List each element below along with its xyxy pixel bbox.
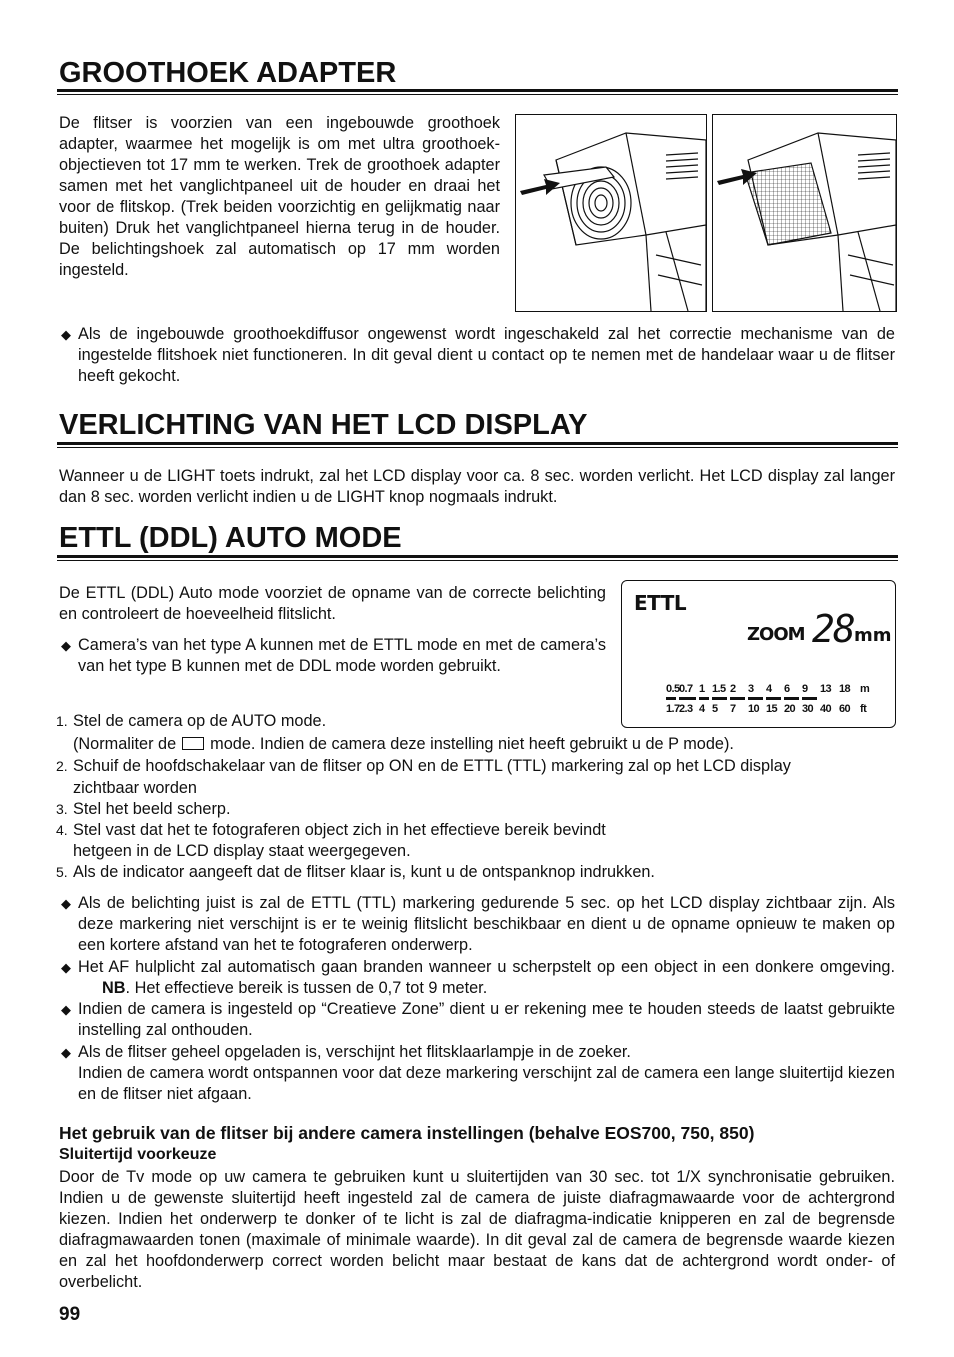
lcd-feet-tick: 1.7 — [666, 703, 680, 715]
step-text: Schuif de hoofdschakelaar van de flitser op ON en de ETTL (TTL) markering zal op het LCD display — [73, 757, 791, 775]
title-rule — [57, 89, 898, 95]
step-number: 2. — [56, 758, 68, 774]
page-number: 99 — [59, 1304, 81, 1325]
note-text: Indien de camera is ingesteld op “Creatieve Zone” dient u er rekening mee te houden steeds de laatst gebruikte instelling zal onthouden. — [78, 1000, 895, 1039]
step-number: 4. — [56, 822, 68, 838]
diamond-bullet-icon: ◆ — [61, 1045, 71, 1060]
step-text: Stel vast dat het te fotograferen object zich in het effectieve bereik bevindt — [73, 821, 606, 839]
lcd-feet-tick: 20 — [784, 703, 796, 715]
flash-head-diffuser-image — [713, 115, 896, 311]
step-2-cont — [56, 778, 913, 800]
lcd-range-segment — [802, 697, 817, 700]
step-1-note — [56, 734, 913, 756]
lcd-range-segment — [784, 697, 799, 700]
lcd-display-figure — [621, 580, 896, 728]
subsection-title-shutter-priority: Sluitertijd voorkeuze — [59, 1146, 217, 1163]
lcd-meter-tick: 2 — [730, 683, 736, 695]
section-title-wide-adapter: GROOTHOEK ADAPTER — [59, 57, 397, 89]
lcd-meter-tick: 13 — [820, 683, 832, 695]
section-title-other-settings: Het gebruik van de flitser bij andere camera instellingen (behalve EOS700, 750, 850) — [59, 1123, 755, 1143]
step-text: Stel het beeld scherp. — [73, 800, 231, 818]
ettl-intro: De ETTL (DDL) Auto mode voorziet de opname van de correcte belichting en controleert de hoeveelheid flitslicht. — [59, 584, 606, 623]
lcd-meter-tick: 18 — [839, 683, 851, 695]
lcd-meter-tick: 1 — [699, 683, 705, 695]
note-text: . Het effectieve bereik is tussen de 0,7 tot 9 meter. — [125, 979, 488, 997]
lcd-zoom-value: 28 — [812, 607, 854, 651]
lcd-meter-unit: m — [860, 683, 870, 695]
lcd-meter-tick: 6 — [784, 683, 790, 695]
step-text: (Normaliter de — [73, 735, 177, 753]
step-text: Stel de camera op de AUTO mode. — [73, 712, 327, 730]
title-rule — [57, 442, 898, 448]
diamond-bullet-icon: ◆ — [61, 960, 71, 975]
flash-head-pull-out-image — [516, 115, 706, 311]
lcd-range-segment — [679, 697, 696, 700]
lcd-meter-tick: 0.7 — [679, 683, 693, 695]
section-title-lcd-light: VERLICHTING VAN HET LCD DISPLAY — [59, 409, 588, 441]
step-text: Als de indicator aangeeft dat de flitser klaar is, kunt u de ontspanknop indrukken. — [73, 863, 655, 881]
lcd-feet-tick: 40 — [820, 703, 832, 715]
section-title-ettl: ETTL (DDL) AUTO MODE — [59, 522, 402, 554]
diamond-bullet-icon: ◆ — [61, 1002, 71, 1017]
step-2 — [56, 756, 896, 778]
lcd-feet-tick: 10 — [748, 703, 760, 715]
lcd-meter-tick: 4 — [766, 683, 772, 695]
lcd-meter-tick: 9 — [802, 683, 808, 695]
ettl-note-exposure — [59, 893, 895, 956]
lcd-feet-unit: ft — [860, 703, 867, 715]
lcd-zoom-label: ZOOM — [747, 624, 805, 645]
title-rule — [57, 555, 898, 561]
step-text: hetgeen in de LCD display staat weergegeven. — [73, 842, 411, 860]
step-number: 3. — [56, 801, 68, 817]
step-4-cont — [56, 841, 913, 863]
lcd-mode-indicator: ETTL — [634, 591, 687, 615]
lcd-range-segment — [766, 697, 781, 700]
lcd-range-segment — [730, 697, 745, 700]
step-4 — [56, 820, 896, 842]
step-text: zichtbaar worden — [73, 779, 197, 797]
lcd-meter-tick: 3 — [748, 683, 754, 695]
lcd-range-segment — [699, 697, 709, 700]
step-3 — [56, 799, 896, 821]
full-auto-mode-icon — [182, 737, 204, 750]
lcd-feet-tick: 30 — [802, 703, 814, 715]
note-text: Als de belichting juist is zal de ETTL (TTL) markering gedurende 5 sec. op het LCD display zichtbaar zijn. Als deze markering niet verschijnt is er te weinig flitslicht beschikbaar en dient u de opname opnieuw te maken op een kortere afstand van het te fotograferen onderwerp. — [78, 894, 895, 954]
note-text: Het AF hulplicht zal automatisch gaan branden wanneer u scherpstelt op een object in een donkere omgeving. — [78, 958, 895, 976]
lcd-light-body: Wanneer u de LIGHT toets indrukt, zal het LCD display voor ca. 8 sec. worden verlicht. Het LCD display zal langer dan 8 sec. worden verlicht indien u de LIGHT knop nogmaals indrukt. — [59, 467, 895, 506]
lcd-range-segment — [712, 697, 727, 700]
step-text: mode. Indien de camera deze instelling niet heeft gebruikt u de P mode). — [210, 735, 734, 753]
lcd-meter-tick: 1.5 — [712, 683, 726, 695]
ettl-note-ready-lamp — [59, 1042, 895, 1063]
lcd-feet-tick: 2.3 — [679, 703, 693, 715]
lcd-feet-tick: 4 — [699, 703, 705, 715]
diamond-bullet-icon: ◆ — [61, 638, 71, 653]
note-text: Als de flitser geheel opgeladen is, verschijnt het flitsklaarlampje in de zoeker. — [78, 1043, 631, 1061]
lcd-feet-tick: 15 — [766, 703, 778, 715]
step-number: 1. — [56, 713, 68, 729]
wide-adapter-body: De flitser is voorzien van een ingebouwde groothoek adapter, waarmee het mogelijk is om met ultra groothoek-objectieven tot 17 mm te werken. Trek de groothoek adapter samen met het vanglichtpaneel uit de houder en draai het voor de flitskop. (Trek beiden voorzichtig en gelijkmatig naar buiten) Druk het vanglichtpaneel hierna terug in de houder. De belichtingshoek zal automatisch op 17 mm worden ingesteld. — [59, 114, 500, 279]
shutter-priority-body: Door de Tv mode op uw camera te gebruiken kunt u sluitertijden van 30 sec. tot 1/X synchronisatie gebruiken. Indien u de gewenste sluitertijd heeft ingesteld zal de camera de juiste diafragmawaarde voor de achtergrond kiezen. Indien het onderwerp te donker of te licht is zal de diafragma-indicatie knipperen en zal de begrensde diafragmawaarden tonen (maximale of minimale waarde). In dit geval zal de camera de begrensde waarde kiezen en zal het hoofdonderwerp correct worden belicht maar bestaat de kans dat de achtergrond wordt onder- of overbelicht. — [59, 1168, 895, 1291]
lcd-feet-tick: 7 — [730, 703, 736, 715]
ettl-camera-note-text: Camera’s van het type A kunnen met de ETTL mode en met de camera’s van het type B kunnen met de DDL mode worden gebruikt. — [78, 636, 606, 675]
lcd-range-segment — [666, 697, 676, 700]
ettl-note-af — [59, 957, 895, 999]
diamond-bullet-icon: ◆ — [61, 896, 71, 911]
step-5 — [56, 862, 896, 884]
lcd-feet-tick: 60 — [839, 703, 851, 715]
lcd-zoom-unit: mm — [854, 625, 892, 646]
step-number: 5. — [56, 864, 68, 880]
note-text: Indien de camera wordt ontspannen voor dat deze markering verschijnt zal de camera een lange sluitertijd kiezen en de flitser niet afgaan. — [78, 1064, 895, 1103]
diamond-bullet-icon: ◆ — [61, 327, 71, 342]
step-1 — [56, 711, 896, 733]
ettl-note-creative-zone — [59, 999, 895, 1041]
ettl-camera-note — [59, 635, 606, 677]
lcd-feet-tick: 5 — [712, 703, 718, 715]
ettl-note-ready-lamp-cont — [59, 1063, 895, 1105]
flash-illustration-right — [712, 114, 897, 312]
lcd-meter-tick: 0.5 — [666, 683, 680, 695]
flash-illustration-left — [515, 114, 707, 312]
wide-adapter-note — [59, 324, 895, 387]
lcd-range-segment — [748, 697, 763, 700]
wide-adapter-note-text: Als de ingebouwde groothoekdiffusor ongewenst wordt ingeschakeld zal het correctie mechanisme van de ingestelde flitshoek niet functioneren. In dit geval dient u contact op te nemen met de handelaar waar u de flitser heeft gekocht. — [78, 325, 895, 385]
nb-label: NB — [102, 979, 126, 997]
